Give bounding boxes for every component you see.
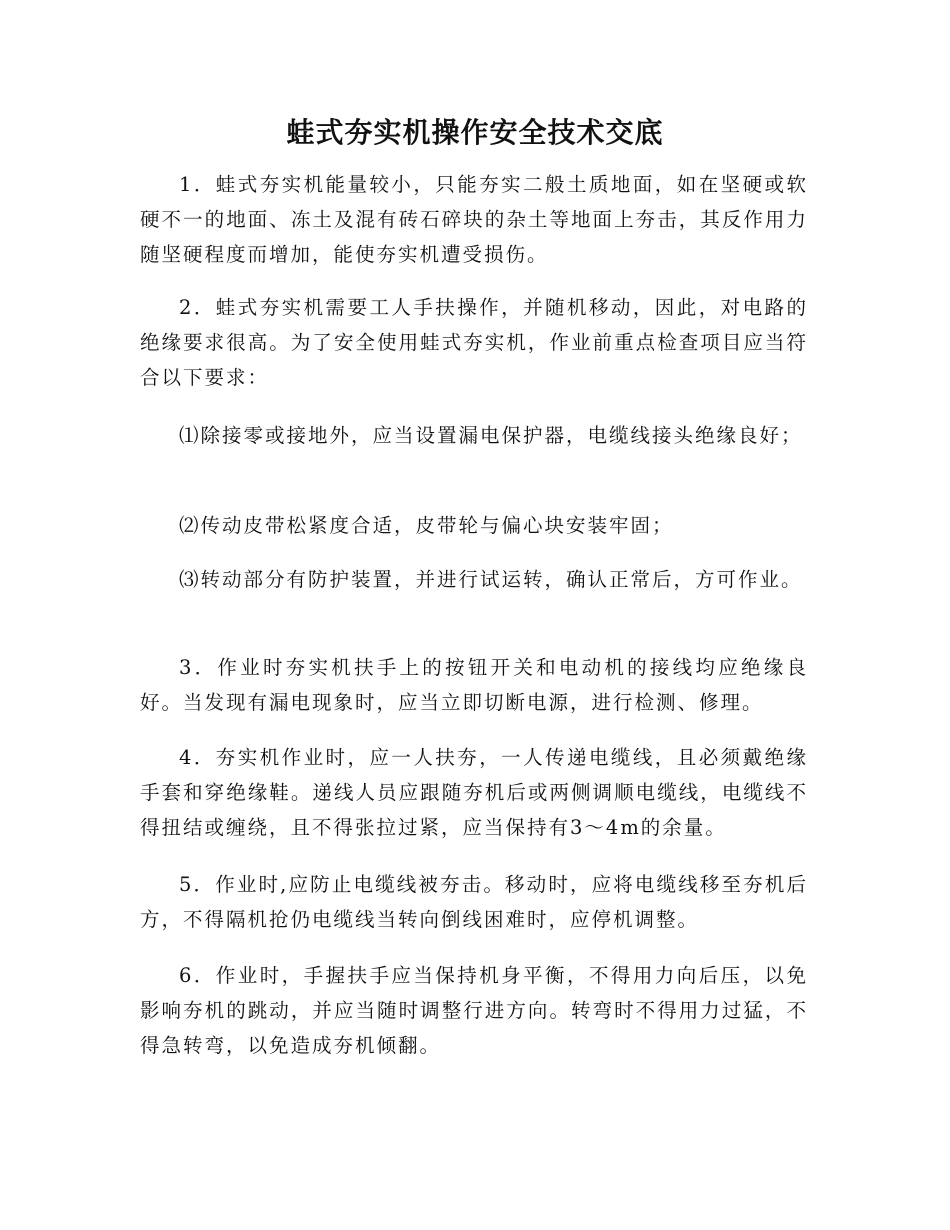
paragraph-2-item-3: ⑶转动部分有防护装置，并进行试运转，确认正常后，方可作业。 [179,568,803,591]
paragraph-4: 4．夯实机作业时，应一人扶夯，一人传递电缆线，且必须戴绝缘手套和穿绝缘鞋。递线人员应跟随夯机后或两侧调顺电缆线，电缆线不得扭结或缠绕，且不得张拉过紧，应当保持有3～4m的余量。 [140,746,808,839]
paragraph-2-item-1: ⑴除接零或接地外，应当设置漏电保护器，电缆线接头绝缘良好； [179,424,803,447]
paragraph-6: 6．作业时，手握扶手应当保持机身平衡，不得用力向后压，以免影响夯机的跳动，并应当随时调整行进方向。转弯时不得用力过猛，不得急转弯，以免造成夯机倾翻。 [140,964,808,1057]
paragraph-1: 1．蛙式夯实机能量较小，只能夯实二般土质地面，如在坚硬或软硬不一的地面、冻土及混有砖石碎块的杂土等地面上夯击，其反作用力随坚硬程度而增加，能使夯实机遭受损伤。 [140,173,808,266]
paragraph-2-item-2: ⑵传动皮带松紧度合适，皮带轮与偏心块安装牢固； [179,514,674,537]
document-title: 蛙式夯实机操作安全技术交底 [286,116,664,149]
paragraph-5: 5．作业时,应防止电缆线被夯击。移动时，应将电缆线移至夯机后方，不得隔机抢仍电缆线当转向倒线困难时，应停机调整。 [140,873,808,931]
paragraph-2: 2．蛙式夯实机需要工人手扶操作，并随机移动，因此，对电路的绝缘要求很高。为了安全使用蛙式夯实机，作业前重点检查项目应当符合以下要求： [140,296,808,389]
paragraph-3: 3．作业时夯实机扶手上的按钮开关和电动机的接线均应绝缘良好。当发现有漏电现象时，应当立即切断电源，进行检测、修理。 [140,656,808,714]
